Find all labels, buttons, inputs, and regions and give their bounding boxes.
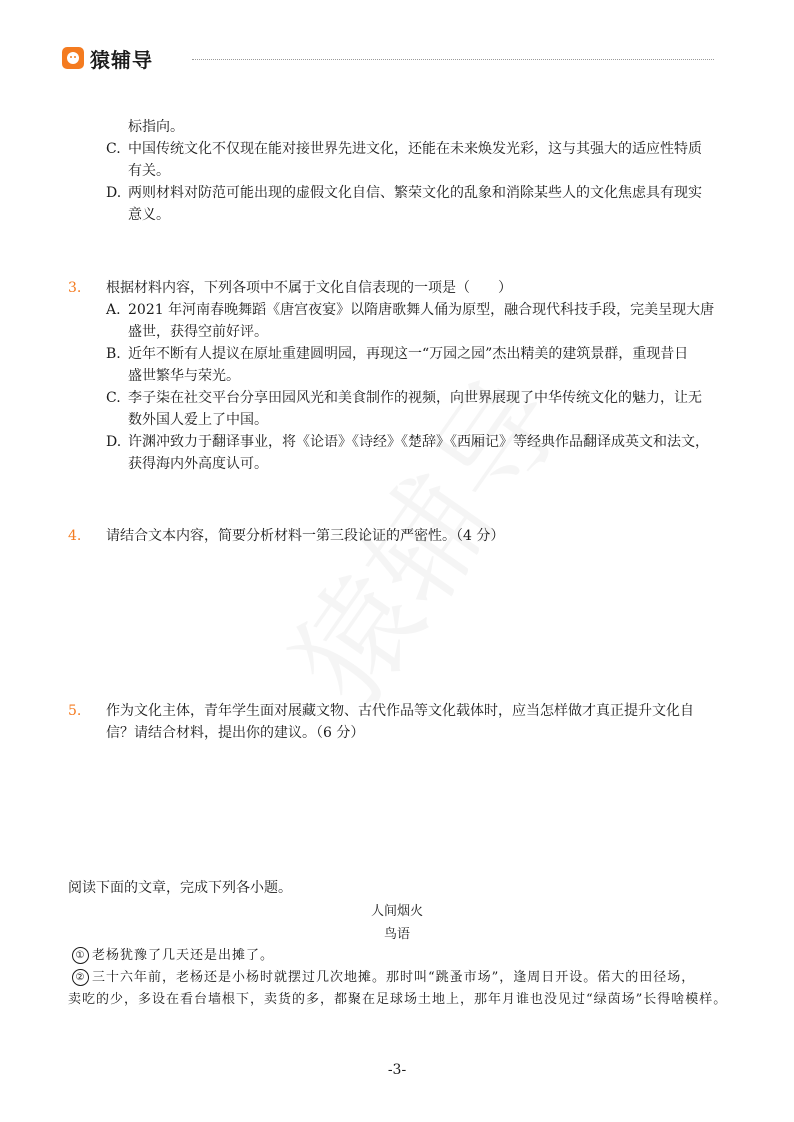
option-b-tail: 标指向。 <box>128 119 184 135</box>
passage-title: 人间烟火 <box>370 904 423 919</box>
q3-option-c-letter: C. <box>106 390 121 406</box>
brand-name: 猿辅导 <box>90 48 153 72</box>
q3-option-c-line1: 李子柒在社交平台分享田园风光和美食制作的视频，向世界展现了中华传统文化的魅力，让无 <box>128 390 702 406</box>
question-5-number: 5. <box>68 703 82 719</box>
q3-option-b-letter: B. <box>106 346 121 362</box>
question-5-line2: 信？请结合材料，提出你的建议。（6 分） <box>106 725 365 741</box>
q3-option-a-line2: 盛世，获得空前好评。 <box>128 324 268 340</box>
page-number: -3- <box>387 1062 407 1078</box>
paragraph-1-text: 老杨犹豫了几天还是出摊了。 <box>92 948 275 963</box>
page-header <box>62 44 714 74</box>
q3-option-a-letter: A. <box>106 302 121 318</box>
question-5-line1: 作为文化主体，青年学生面对展藏文物、古代作品等文化载体时，应当怎样做才真正提升文化自 <box>106 703 694 719</box>
paragraph-2-text-1: 三十六年前，老杨还是小杨时就摆过几次地摊。那时叫“跳蚤市场”，逢周日开设。偌大的田径场， <box>92 970 696 985</box>
q3-option-c-line2: 数外国人爱上了中国。 <box>128 412 268 428</box>
option-d-line2: 意义。 <box>128 207 170 223</box>
q3-option-b-line2: 盛世繁华与荣光。 <box>128 368 240 384</box>
passage-author: 鸟语 <box>383 927 410 942</box>
q3-option-d-line1: 许渊冲致力于翻译事业，将《论语》《诗经》《楚辞》《西厢记》等经典作品翻译成英文和法文， <box>128 434 709 450</box>
question-4-number: 4. <box>68 528 82 544</box>
q3-option-d-letter: D. <box>106 434 122 450</box>
monkey-logo-icon <box>62 47 84 69</box>
paragraph-2-line1 <box>72 968 695 988</box>
option-d-letter: D. <box>106 185 122 201</box>
paragraph-number: ② <box>72 969 89 986</box>
q3-option-b-line1: 近年不断有人提议在原址重建圆明园，再现这一“万园之园”杰出精美的建筑景群，重现昔日 <box>128 346 689 362</box>
header-dotted-rule <box>192 59 714 60</box>
paragraph-2-line2: 卖吃的少，多设在看台墙根下，卖货的多，都聚在足球场土地上，那年月谁也没见过“绿茵场”长得啥模样。 <box>68 992 728 1007</box>
option-d-line1: 两则材料对防范可能出现的虚假文化自信、繁荣文化的乱象和消除某些人的文化焦虑具有现实 <box>128 185 702 201</box>
paragraph-1 <box>72 946 274 966</box>
question-3-number: 3. <box>68 280 82 296</box>
q3-option-d-line2: 获得海内外高度认可。 <box>128 456 268 472</box>
q3-option-a-line1: 2021 年河南春晚舞蹈《唐宫夜宴》以隋唐歌舞人俑为原型，融合现代科技手段，完美呈现大唐 <box>128 302 715 318</box>
question-4-stem: 请结合文本内容，简要分析材料一第三段论证的严密性。（4 分） <box>106 528 505 544</box>
paragraph-number: ① <box>72 947 89 964</box>
option-c-line1: 中国传统文化不仅现在能对接世界先进文化，还能在未来焕发光彩，这与其强大的适应性特质 <box>128 141 702 157</box>
option-c-letter: C. <box>106 141 121 157</box>
option-c-line2: 有关。 <box>128 163 170 179</box>
reading-instruction: 阅读下面的文章，完成下列各小题。 <box>68 880 292 896</box>
question-3-stem: 根据材料内容，下列各项中不属于文化自信表现的一项是（ ） <box>106 280 512 296</box>
